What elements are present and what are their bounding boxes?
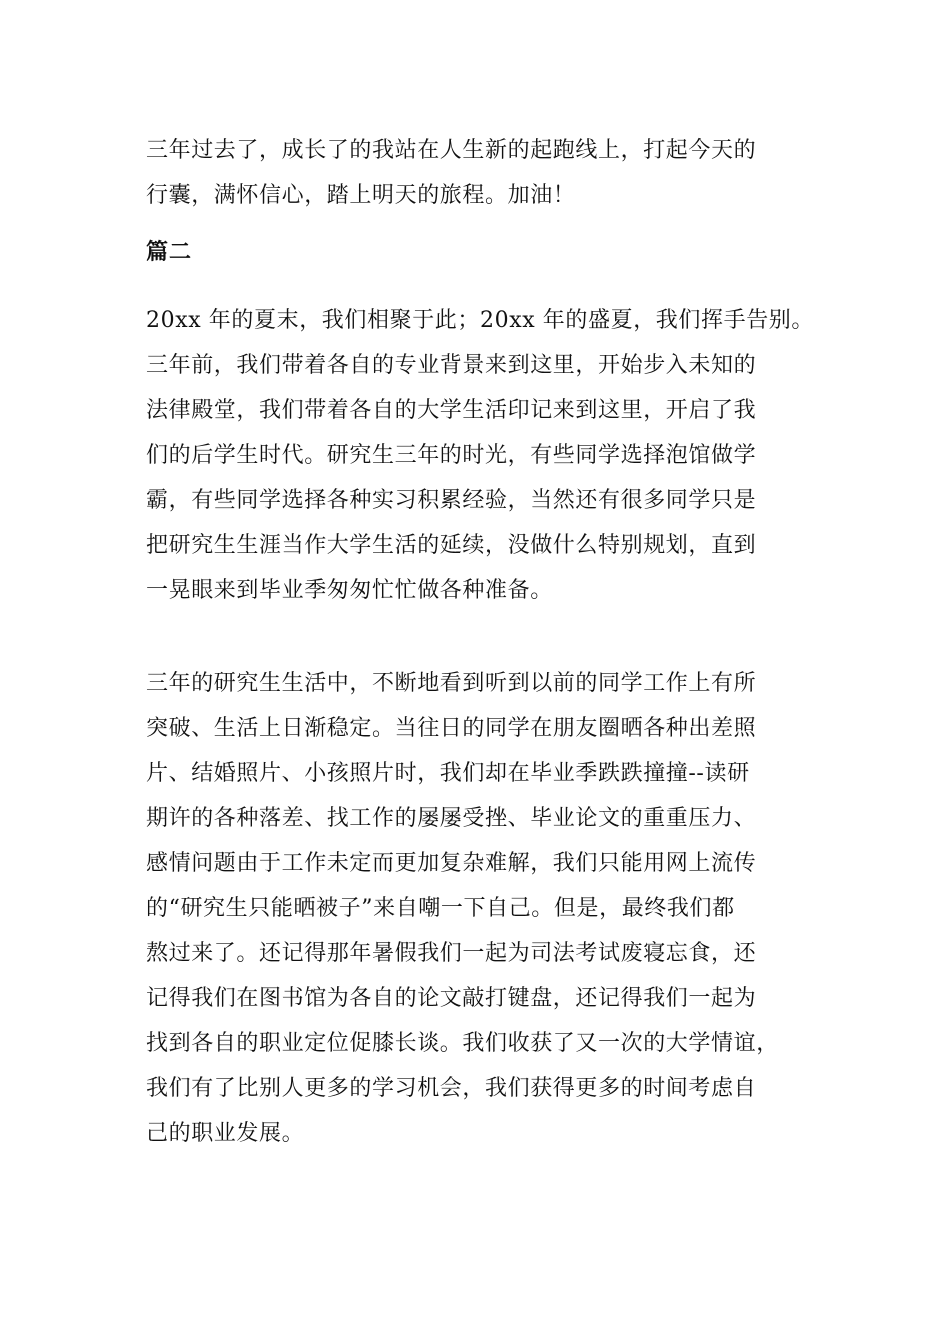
text-line: 记得我们在图书馆为各自的论文敲打键盘，还记得我们一起为 [146,986,757,1011]
paragraph-3 [146,661,826,1156]
text-line: 一晃眼来到毕业季匆匆忙忙做各种准备。 [146,578,553,603]
text-line: 三年的研究生生活中，不断地看到听到以前的同学工作上有所 [146,671,757,696]
text-line: 片、结婚照片、小孩照片时，我们却在毕业季跌跌撞撞--读研 [146,761,750,786]
text-line: 的“研究生只能晒被子”来自嘲一下自己。但是，最终我们都 [146,896,735,921]
text-line: 法律殿堂，我们带着各自的大学生活印记来到这里，开启了我 [146,398,757,423]
text-line: 我们有了比别人更多的学习机会，我们获得更多的时间考虑自 [146,1076,757,1101]
text-line: 20xx 年的夏末，我们相聚于此；20xx 年的盛夏，我们挥手告别。 [146,308,815,333]
text-line: 己的职业发展。 [146,1121,305,1146]
text-line: 突破、生活上日渐稳定。当往日的同学在朋友圈晒各种出差照 [146,716,757,741]
paragraph-2 [146,298,826,613]
text-line: 找到各自的职业定位促膝长谈。我们收获了又一次的大学情谊， [146,1031,779,1056]
text-line: 期许的各种落差、找工作的屡屡受挫、毕业论文的重重压力、 [146,806,757,831]
text-line: 霸，有些同学选择各种实习积累经验，当然还有很多同学只是 [146,488,757,513]
text-line: 们的后学生时代。研究生三年的时光，有些同学选择泡馆做学 [146,443,757,468]
text-line: 把研究生生涯当作大学生活的延续，没做什么特别规划，直到 [146,533,757,558]
text-line: 熬过来了。还记得那年暑假我们一起为司法考试废寝忘食，还 [146,941,757,966]
text-line: 行囊，满怀信心，踏上明天的旅程。加油！ [146,183,576,208]
section-heading: 篇二 [146,239,193,265]
paragraph-1 [146,128,826,218]
text-line: 三年前，我们带着各自的专业背景来到这里，开始步入未知的 [146,353,757,378]
text-line: 三年过去了，成长了的我站在人生新的起跑线上，打起今天的 [146,138,757,163]
text-line: 感情问题由于工作未定而更加复杂难解，我们只能用网上流传 [146,851,757,876]
